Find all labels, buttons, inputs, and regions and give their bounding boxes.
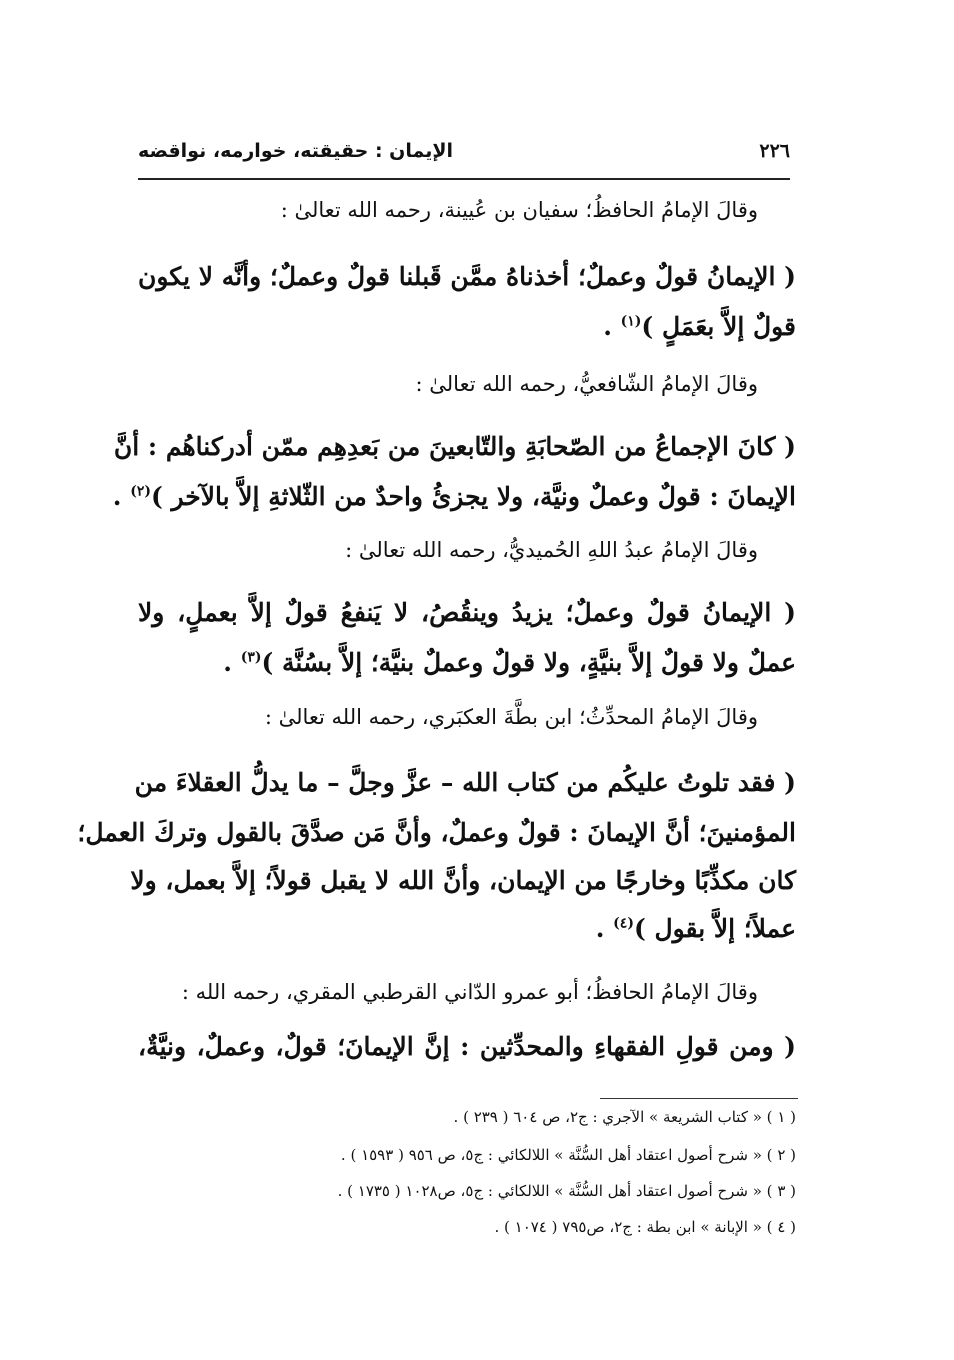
footnote: ( ٤ ) « الإبانة » ابن بطة : ج٢، ص٧٩٥ ( ١٠٧٤ ) .	[494, 1218, 796, 1236]
footnote-ref: (١)	[620, 313, 642, 330]
quote-line-last	[603, 312, 796, 341]
paragraph-intro: وقالَ الإمامُ الحافظُ؛ أبو عمرو الدّاني القرطبي المقري، رحمه الله :	[181, 980, 758, 1004]
quote-text: الإيمانَ : قولٌ وعملٌ ونيَّة، ولا يجزئُ واحدٌ من الثّلاثةِ إلاَّ بالآخر )	[150, 482, 796, 511]
quote-end: .	[112, 482, 131, 511]
quote-line: ( فقد تلوتُ عليكُم من كتاب الله – عزَّ وجلَّ – ما يدلُّ العقلاءَ من	[134, 768, 796, 797]
paragraph-intro: وقالَ الإمامُ الشّافعيُّ، رحمه الله تعالىٰ :	[415, 372, 758, 396]
quote-text: عملاً؛ إلاَّ بقول )	[633, 914, 796, 943]
header-rule	[138, 178, 790, 180]
quote-line: المؤمنينَ؛ أنَّ الإيمانَ : قولٌ وعملٌ، وأنَّ مَن صدَّقَ بالقول وتركَ العمل؛	[77, 818, 796, 847]
quote-end: .	[223, 648, 241, 677]
quote-line-last	[223, 648, 796, 677]
quote-text: قولٌ إلاَّ بعَمَلٍ )	[641, 312, 796, 341]
footnote-ref: (٢)	[130, 483, 151, 500]
footnote-ref: (٤)	[613, 915, 634, 932]
footnote: ( ٢ ) « شرح أصول اعتقاد أهل السُّنَّة » اللالكائي : ج٥، ص ٩٥٦ ( ١٥٩٣ ) .	[340, 1146, 796, 1164]
running-header	[138, 140, 790, 174]
footnote: ( ١ ) « كتاب الشريعة » الآجري : ج٢، ص ٦٠٤ ( ٢٣٩ ) .	[453, 1108, 796, 1126]
quote-line: ( الإيمانُ قولٌ وعملٌ؛ يزيدُ وينقُصُ، لا يَنفعُ قولٌ إلاَّ بعملٍ، ولا	[138, 598, 796, 627]
quote-end: .	[603, 312, 621, 341]
footnote-rule	[600, 1098, 798, 1099]
running-title: الإيمان : حقيقته، خوارمه، نواقضه	[138, 140, 454, 162]
quote-line: ( الإيمانُ قولٌ وعملٌ؛ أخذناهُ ممَّن قَبلنا قولٌ وعملٌ؛ وأنَّه لا يكون	[138, 262, 796, 291]
footnote: ( ٣ ) « شرح أصول اعتقاد أهل السُّنَّة » اللالكائي : ج٥، ص١٠٢٨ ( ١٧٣٥ ) .	[337, 1182, 796, 1200]
quote-line-last	[113, 482, 796, 511]
quote-end: .	[595, 914, 614, 943]
quote-line: ( كانَ الإجماعُ من الصّحابَةِ والتّابعينَ من بَعدِهِم ممّن أدركناهُم : أنَّ	[113, 432, 796, 461]
paragraph-intro: وقالَ الإمامُ عبدُ اللهِ الحُميديُّ، رحمه الله تعالىٰ :	[345, 538, 758, 562]
paragraph-intro: وقالَ الإمامُ المحدِّثُ؛ ابن بطَّةَ العكبَري، رحمه الله تعالىٰ :	[264, 705, 758, 729]
quote-line: كان مكذِّبًا وخارجًا من الإيمان، وأنَّ الله لا يقبل قولاً؛ إلاَّ بعمل، ولا	[130, 866, 796, 895]
quote-line-last	[596, 914, 796, 943]
quote-line: ( ومن قولِ الفقهاءِ والمحدِّثين : إنَّ الإيمانَ؛ قولٌ، وعملٌ، ونيَّةٌ،	[138, 1032, 796, 1061]
page-number: ٢٢٦	[759, 140, 790, 162]
quote-text: عملٌ ولا قولٌ إلاَّ بنيَّةٍ، ولا قولٌ وعملٌ بنيَّة؛ إلاَّ بسُنَّة )	[261, 648, 796, 677]
paragraph-intro: وقالَ الإمامُ الحافظُ؛ سفيان بن عُيينة، رحمه الله تعالىٰ :	[280, 198, 758, 222]
footnote-ref: (٣)	[240, 649, 262, 666]
